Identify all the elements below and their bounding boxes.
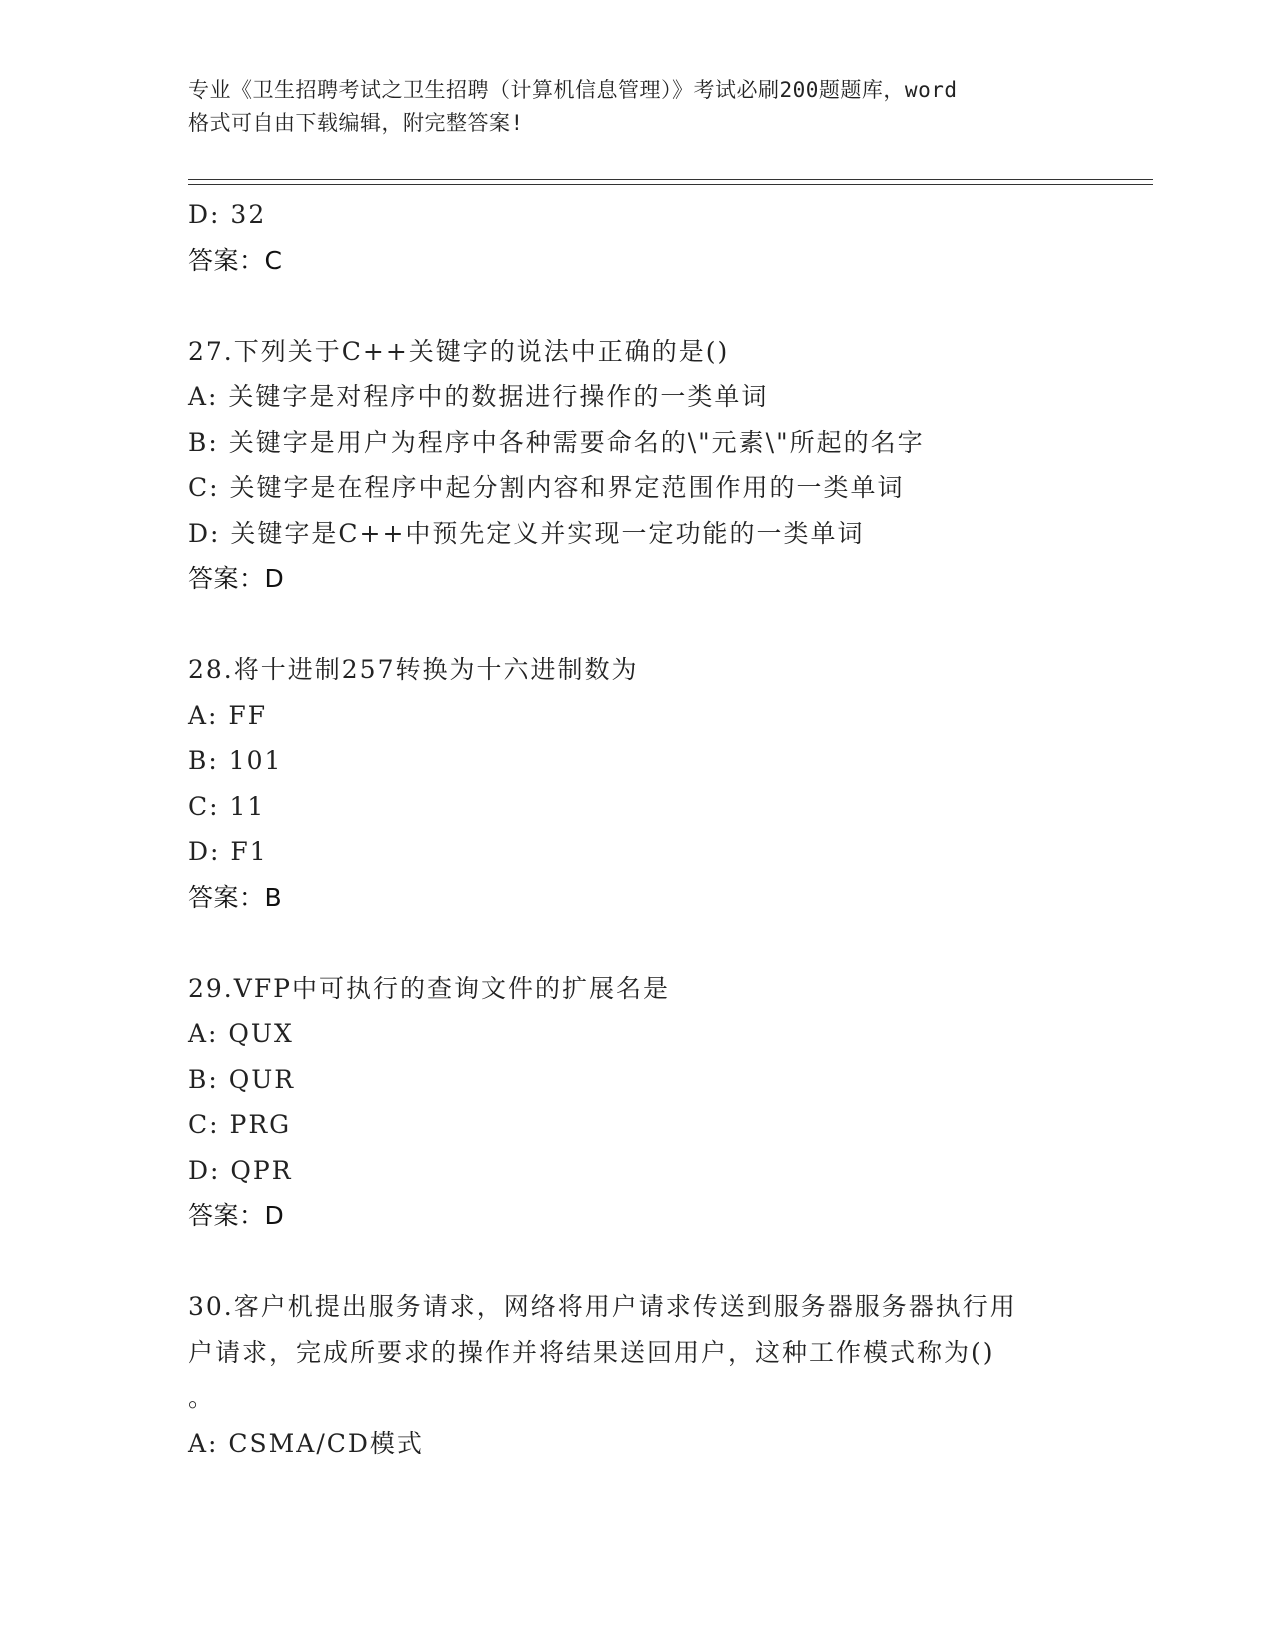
document-header <box>188 74 1088 140</box>
option-c: C: 关键字是在程序中起分割内容和界定范围作用的一类单词 <box>188 473 905 502</box>
option-c: C: 11 <box>188 791 266 821</box>
option-d: D: QPR <box>188 1155 293 1185</box>
question-text: 27.下列关于C++关键字的说法中正确的是() <box>188 336 730 366</box>
answer-line: 答案：D <box>188 1201 285 1230</box>
question-text: 29.VFP中可执行的查询文件的扩展名是 <box>188 973 670 1003</box>
header-title-line-1: 专业《卫生招聘考试之卫生招聘（计算机信息管理）》考试必刷200题题库，word <box>188 78 958 102</box>
question-text-line-2: 户请求，完成所要求的操作并将结果送回用户，这种工作模式称为() <box>188 1337 995 1367</box>
option-b: B: QUR <box>188 1064 296 1094</box>
option-c: C: PRG <box>188 1110 292 1139</box>
spacer <box>188 602 1088 648</box>
option-a: A: FF <box>188 700 268 730</box>
option-b: B: 关键字是用户为程序中各种需要命名的\"元素\"所起的名字 <box>188 427 925 457</box>
spacer <box>188 920 1088 966</box>
spacer <box>188 1239 1088 1285</box>
question-block-29 <box>188 966 1088 1239</box>
questions-content <box>188 192 1088 1466</box>
question-block-27 <box>188 329 1088 602</box>
question-text-line-3: 。 <box>188 1383 216 1412</box>
option-d: D: 关键字是C++中预先定义并实现一定功能的一类单词 <box>188 518 865 548</box>
answer-line: 答案：D <box>188 564 285 593</box>
header-divider-top <box>188 179 1153 180</box>
option-a: A: CSMA/CD模式 <box>188 1428 424 1458</box>
option-a: A: 关键字是对程序中的数据进行操作的一类单词 <box>188 382 769 411</box>
option-a: A: QUX <box>188 1019 294 1048</box>
question-block-28 <box>188 647 1088 920</box>
header-title-line-2: 格式可自由下载编辑，附完整答案! <box>188 111 524 135</box>
spacer <box>188 283 1088 329</box>
question-block-30 <box>188 1284 1088 1466</box>
question-block-prev <box>188 192 1088 283</box>
option-d: D: F1 <box>188 837 268 866</box>
question-text-line-1: 30.客户机提出服务请求，网络将用户请求传送到服务器服务器执行用 <box>188 1292 1017 1321</box>
question-text: 28.将十进制257转换为十六进制数为 <box>188 655 639 684</box>
answer-line: 答案：C <box>188 245 283 275</box>
option-d: D: 32 <box>188 200 267 229</box>
header-divider-bottom <box>188 184 1153 185</box>
option-b: B: 101 <box>188 746 283 775</box>
answer-line: 答案：B <box>188 882 283 912</box>
